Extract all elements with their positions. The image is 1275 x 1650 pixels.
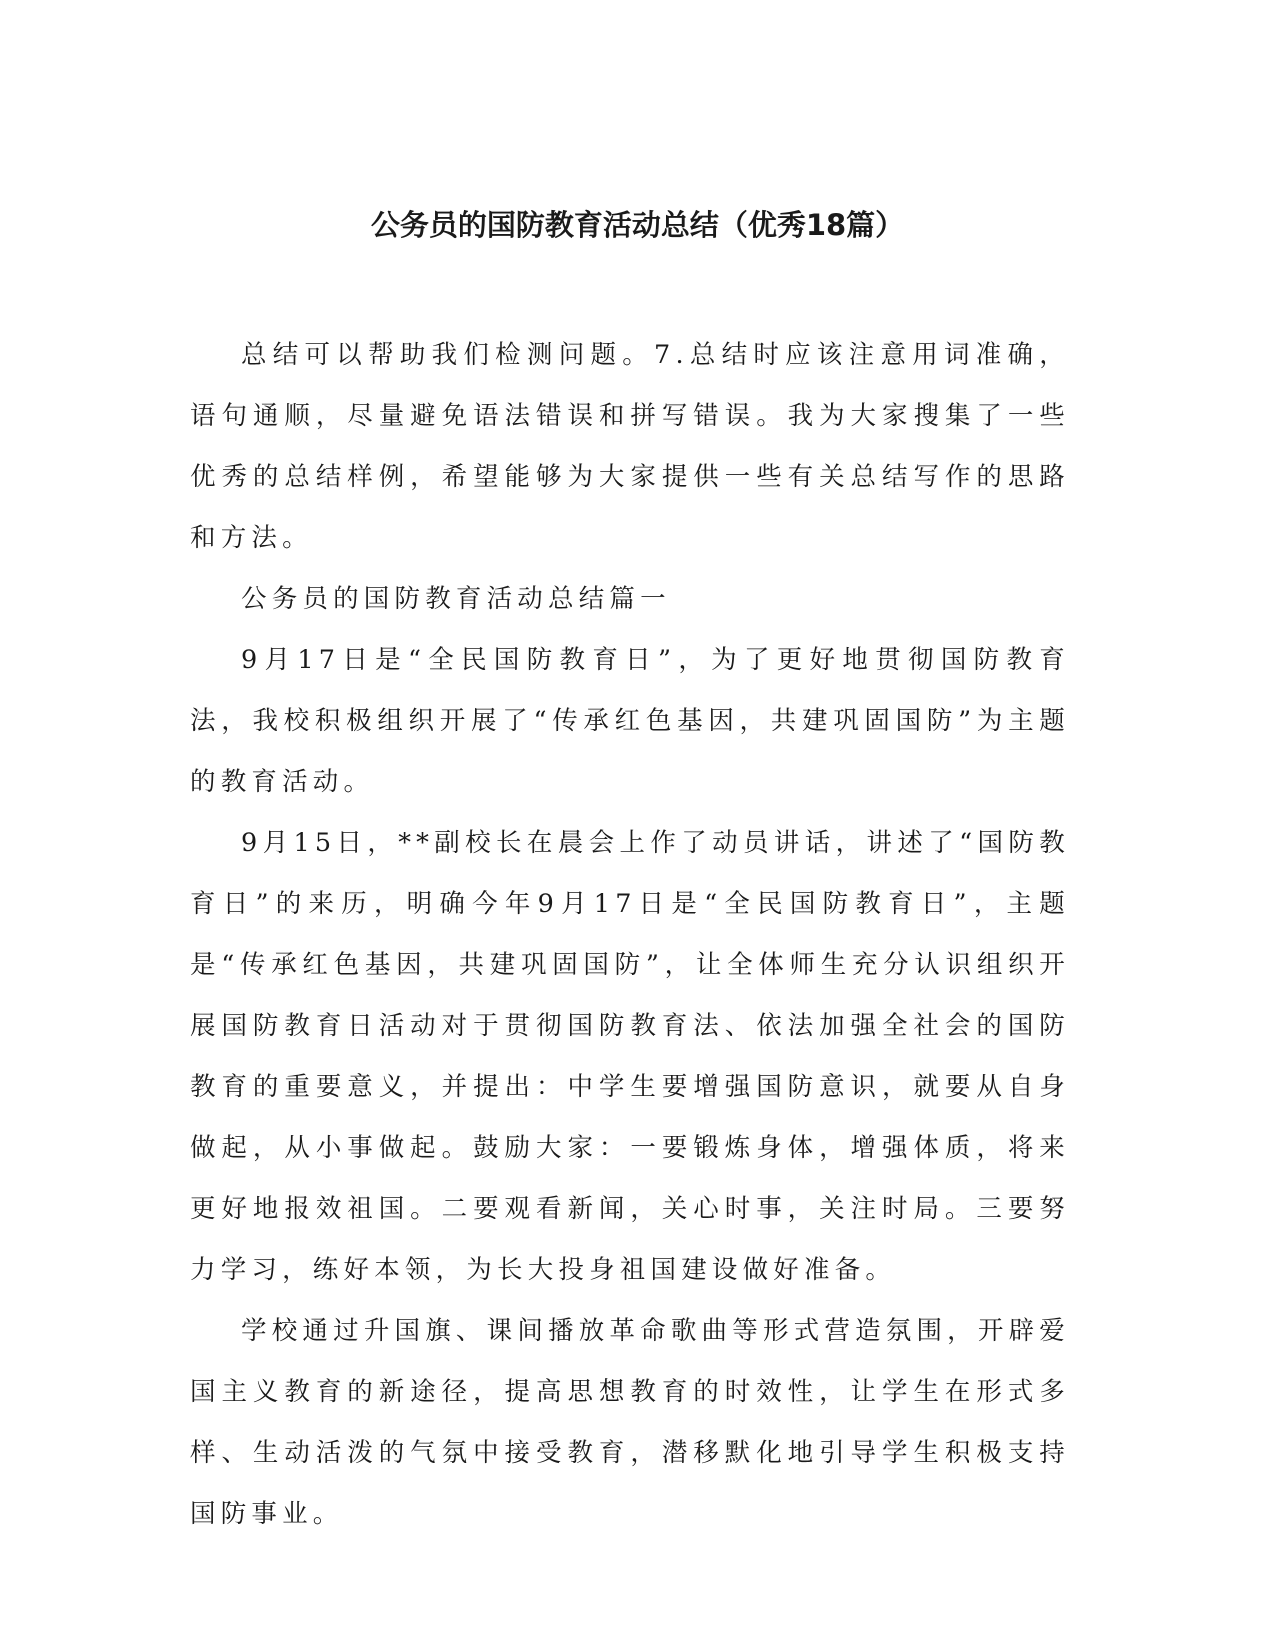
document-title: 公务员的国防教育活动总结（优秀18篇） — [370, 208, 905, 242]
section-heading: 公务员的国防教育活动总结篇一 — [241, 584, 671, 614]
paragraph-speech: 9月15日，**副校长在晨会上作了动员讲话，讲述了“国防教育日”的来历，明确今年9月17日是“全民国防教育日”，主题是“传承红色基因，共建巩固国防”，让全体师生充分认识组织开展国防教育日活动对于贯彻国防教育法、依法加强全社会的国防教育的重要意义，并提出：中学生要增强国防意识，就要从自身做起，从小事做起。鼓励大家：一要锻炼身体，增强体质，将来更好地报效祖国。二要观看新闻，关心时事，关注时局。三要努力学习，练好本领，为长大投身祖国建设做好准备。 — [190, 828, 1070, 1285]
paragraph-intro: 总结可以帮助我们检测问题。7.总结时应该注意用词准确，语句通顺，尽量避免语法错误和拼写错误。我为大家搜集了一些优秀的总结样例，希望能够为大家提供一些有关总结写作的思路和方法。 — [190, 340, 1070, 553]
paragraph-activities: 学校通过升国旗、课间播放革命歌曲等形式营造氛围，开辟爱国主义教育的新途径，提高思想教育的时效性，让学生在形式多样、生动活泼的气氛中接受教育，潜移默化地引导学生积极支持国防事业。 — [190, 1316, 1070, 1529]
document-body — [190, 325, 1070, 1545]
paragraph-event-date: 9月17日是“全民国防教育日”，为了更好地贯彻国防教育法，我校积极组织开展了“传承红色基因，共建巩固国防”为主题的教育活动。 — [190, 645, 1070, 797]
